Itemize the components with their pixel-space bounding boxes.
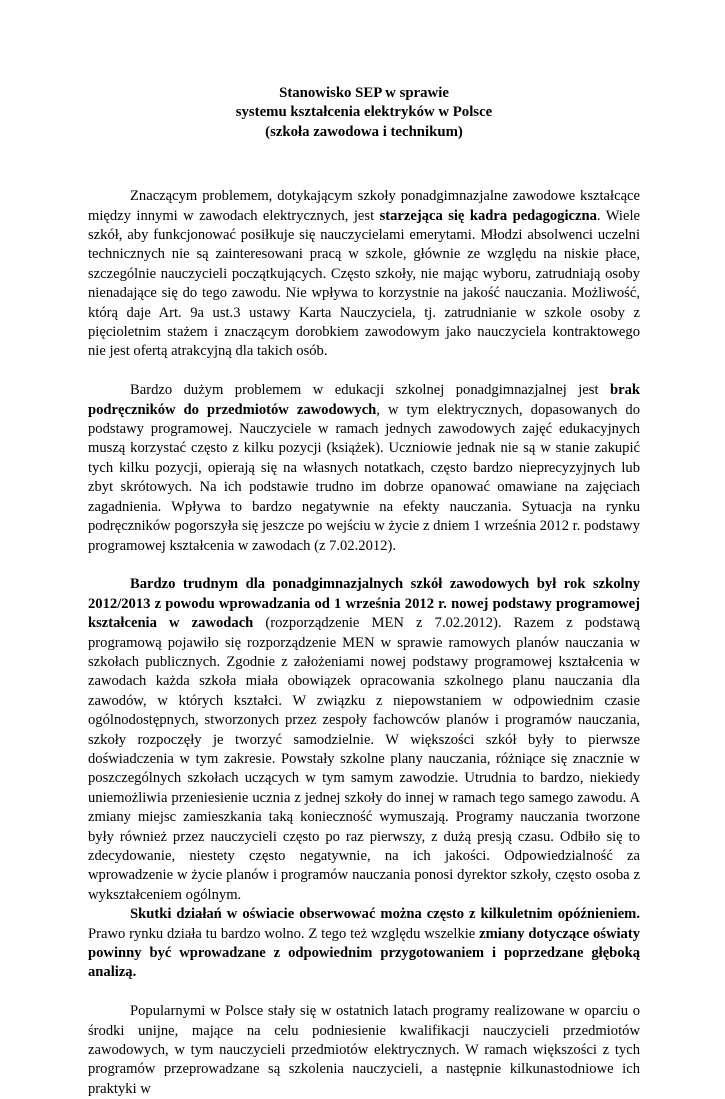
title-line-3: (szkoła zawodowa i technikum)	[265, 123, 463, 140]
paragraph-effects-delay	[88, 905, 640, 983]
emphasis-delayed-effects: Skutki działań w oświacie obserwować można często z kilkuletnim opóźnieniem.	[130, 906, 640, 923]
emphasis-changes-prepared: zmiany dotyczące oświaty powinny być wprowadzane z odpowiednim przygotowaniem i poprzedzane głęboką analizą.	[88, 925, 640, 981]
document-title	[88, 84, 640, 142]
paragraph-text: (rozporządzenie MEN z 7.02.2012). Razem z podstawą programową pojawiło się rozporządzenie MEN w sprawie ramowych planów nauczania w szkołach publicznych. Zgodnie z założeniami nowej podstawy programowej kształcenia w zawodach każda szkoła miała obowiązek opracowania szkolnego planu nauczania dla zawodów, w których kształci. W związku z niepowstaniem w odpowiednim czasie ogólnodostępnych, stworzonych przez zespoły fachowców planów i programów nauczania, szkoły rozpoczęły je tworzyć samodzielnie. W większości szkół były to pierwsze doświadczenia w tym zakresie. Powstały szkolne plany nauczania, różniące się znacznie w poszczególnych szkołach uczących w tym samym zawodzie. Utrudnia to bardzo, niekiedy uniemożliwia przeniesienie ucznia z jednej szkoły do innej w ramach tego samego zawodu. A zmiany miejsc zamieszkania taką konieczność wymuszają. Programy nauczania tworzone były również przez nauczycieli często po raz pierwszy, z dużą presją czasu. Odbiło się to zdecydowanie, niestety często negatywnie, na ich jakości. Odpowiedzialność za wprowadzenie w życie planów i programów nauczania ponosi dyrektor szkoły, często osoba z wykształceniem ogólnym.	[88, 615, 640, 903]
paragraph-text: Znaczącym problemem, dotykającym szkoły ponadgimnazjalne zawodowe kształcące między innymi w zawodach elektrycznych, jest	[88, 188, 640, 224]
paragraph-curriculum	[88, 575, 640, 905]
paragraph-text: Bardzo dużym problemem w edukacji szkolnej ponadgimnazjalnej jest	[130, 382, 610, 399]
emphasis-aging-staff: starzejąca się kadra pedagogiczna	[379, 207, 597, 224]
emphasis-difficult-year: Bardzo trudnym dla ponadgimnazjalnych szkół zawodowych był rok szkolny 2012/2013 z powodu wprowadzania od 1 września 2012 r. nowej podstawy programowej kształcenia w zawodach	[88, 576, 640, 632]
title-line-2: systemu kształcenia elektryków w Polsce	[235, 104, 493, 121]
paragraph-eu-programs	[88, 1002, 640, 1099]
paragraph-textbooks	[88, 381, 640, 556]
paragraph-spacer	[88, 362, 640, 381]
paragraph-text: Popularnymi w Polsce stały się w ostatnich latach programy realizowane w oparciu o środki unijne, mające na celu podniesienie kwalifikacji nauczycieli przedmiotów zawodowych, w tym nauczycieli przedmiotów elektrycznych. W ramach większości z tych programów przeprowadzane są szkolenia nauczycieli, a następnie kilkunastodniowe ich praktyki w	[88, 1003, 640, 1097]
title-line-1: Stanowisko SEP w sprawie	[279, 85, 449, 101]
paragraph-text: , w tym elektrycznych, dopasowanych do podstawy programowej. Nauczyciele w ramach jednych zawodowych zajęć edukacyjnych muszą korzystać często z kilku pozycji (książek). Uczniowie jednak nie są w stanie zakupić tych kilku pozycji, opierają się na własnych notatkach, często bardzo nieprecyzyjnych lub zbyt skrótowych. Na ich podstawie trudno im dobrze opanować omawiane na zajęciach zagadnienia. Wpływa to bardzo negatywnie na efekty nauczania. Sytuacja na rynku podręczników pogorszyła się jeszcze po wejściu w życie z dniem 1 września 2012 r. podstawy programowej kształcenia w zawodach (z 7.02.2012).	[88, 401, 640, 554]
paragraph-text: . Wiele szkół, aby funkcjonować posiłkuje się nauczycielami emerytami. Młodzi absolwenci uczelni technicznych nie są zainteresowani pracą w szkole, głównie ze względu na niskie płace, szczególnie nauczycieli początkujących. Często szkoły, nie mając wyboru, zatrudniają osoby nienadające się do tego zawodu. Nie wpływa to korzystnie na jakość nauczania. Możliwość, którą daje Art. 9a ust.3 ustawy Karta Nauczyciela, tj. zatrudnianie w szkole osoby z pięcioletnim stażem i znaczącym dorobkiem zawodowym jako nauczyciela kontraktowego nie jest ofertą atrakcyjną dla takich osób.	[88, 207, 640, 360]
paragraph-spacer	[88, 556, 640, 575]
emphasis-lack-of-textbooks: brak podręczników do przedmiotów zawodowych	[88, 382, 640, 418]
paragraph-spacer	[88, 983, 640, 1002]
document-page	[88, 84, 640, 1099]
paragraph-text: Prawo rynku działa tu bardzo wolno. Z tego też względu wszelkie	[88, 925, 480, 942]
paragraph-teaching-staff	[88, 187, 640, 362]
